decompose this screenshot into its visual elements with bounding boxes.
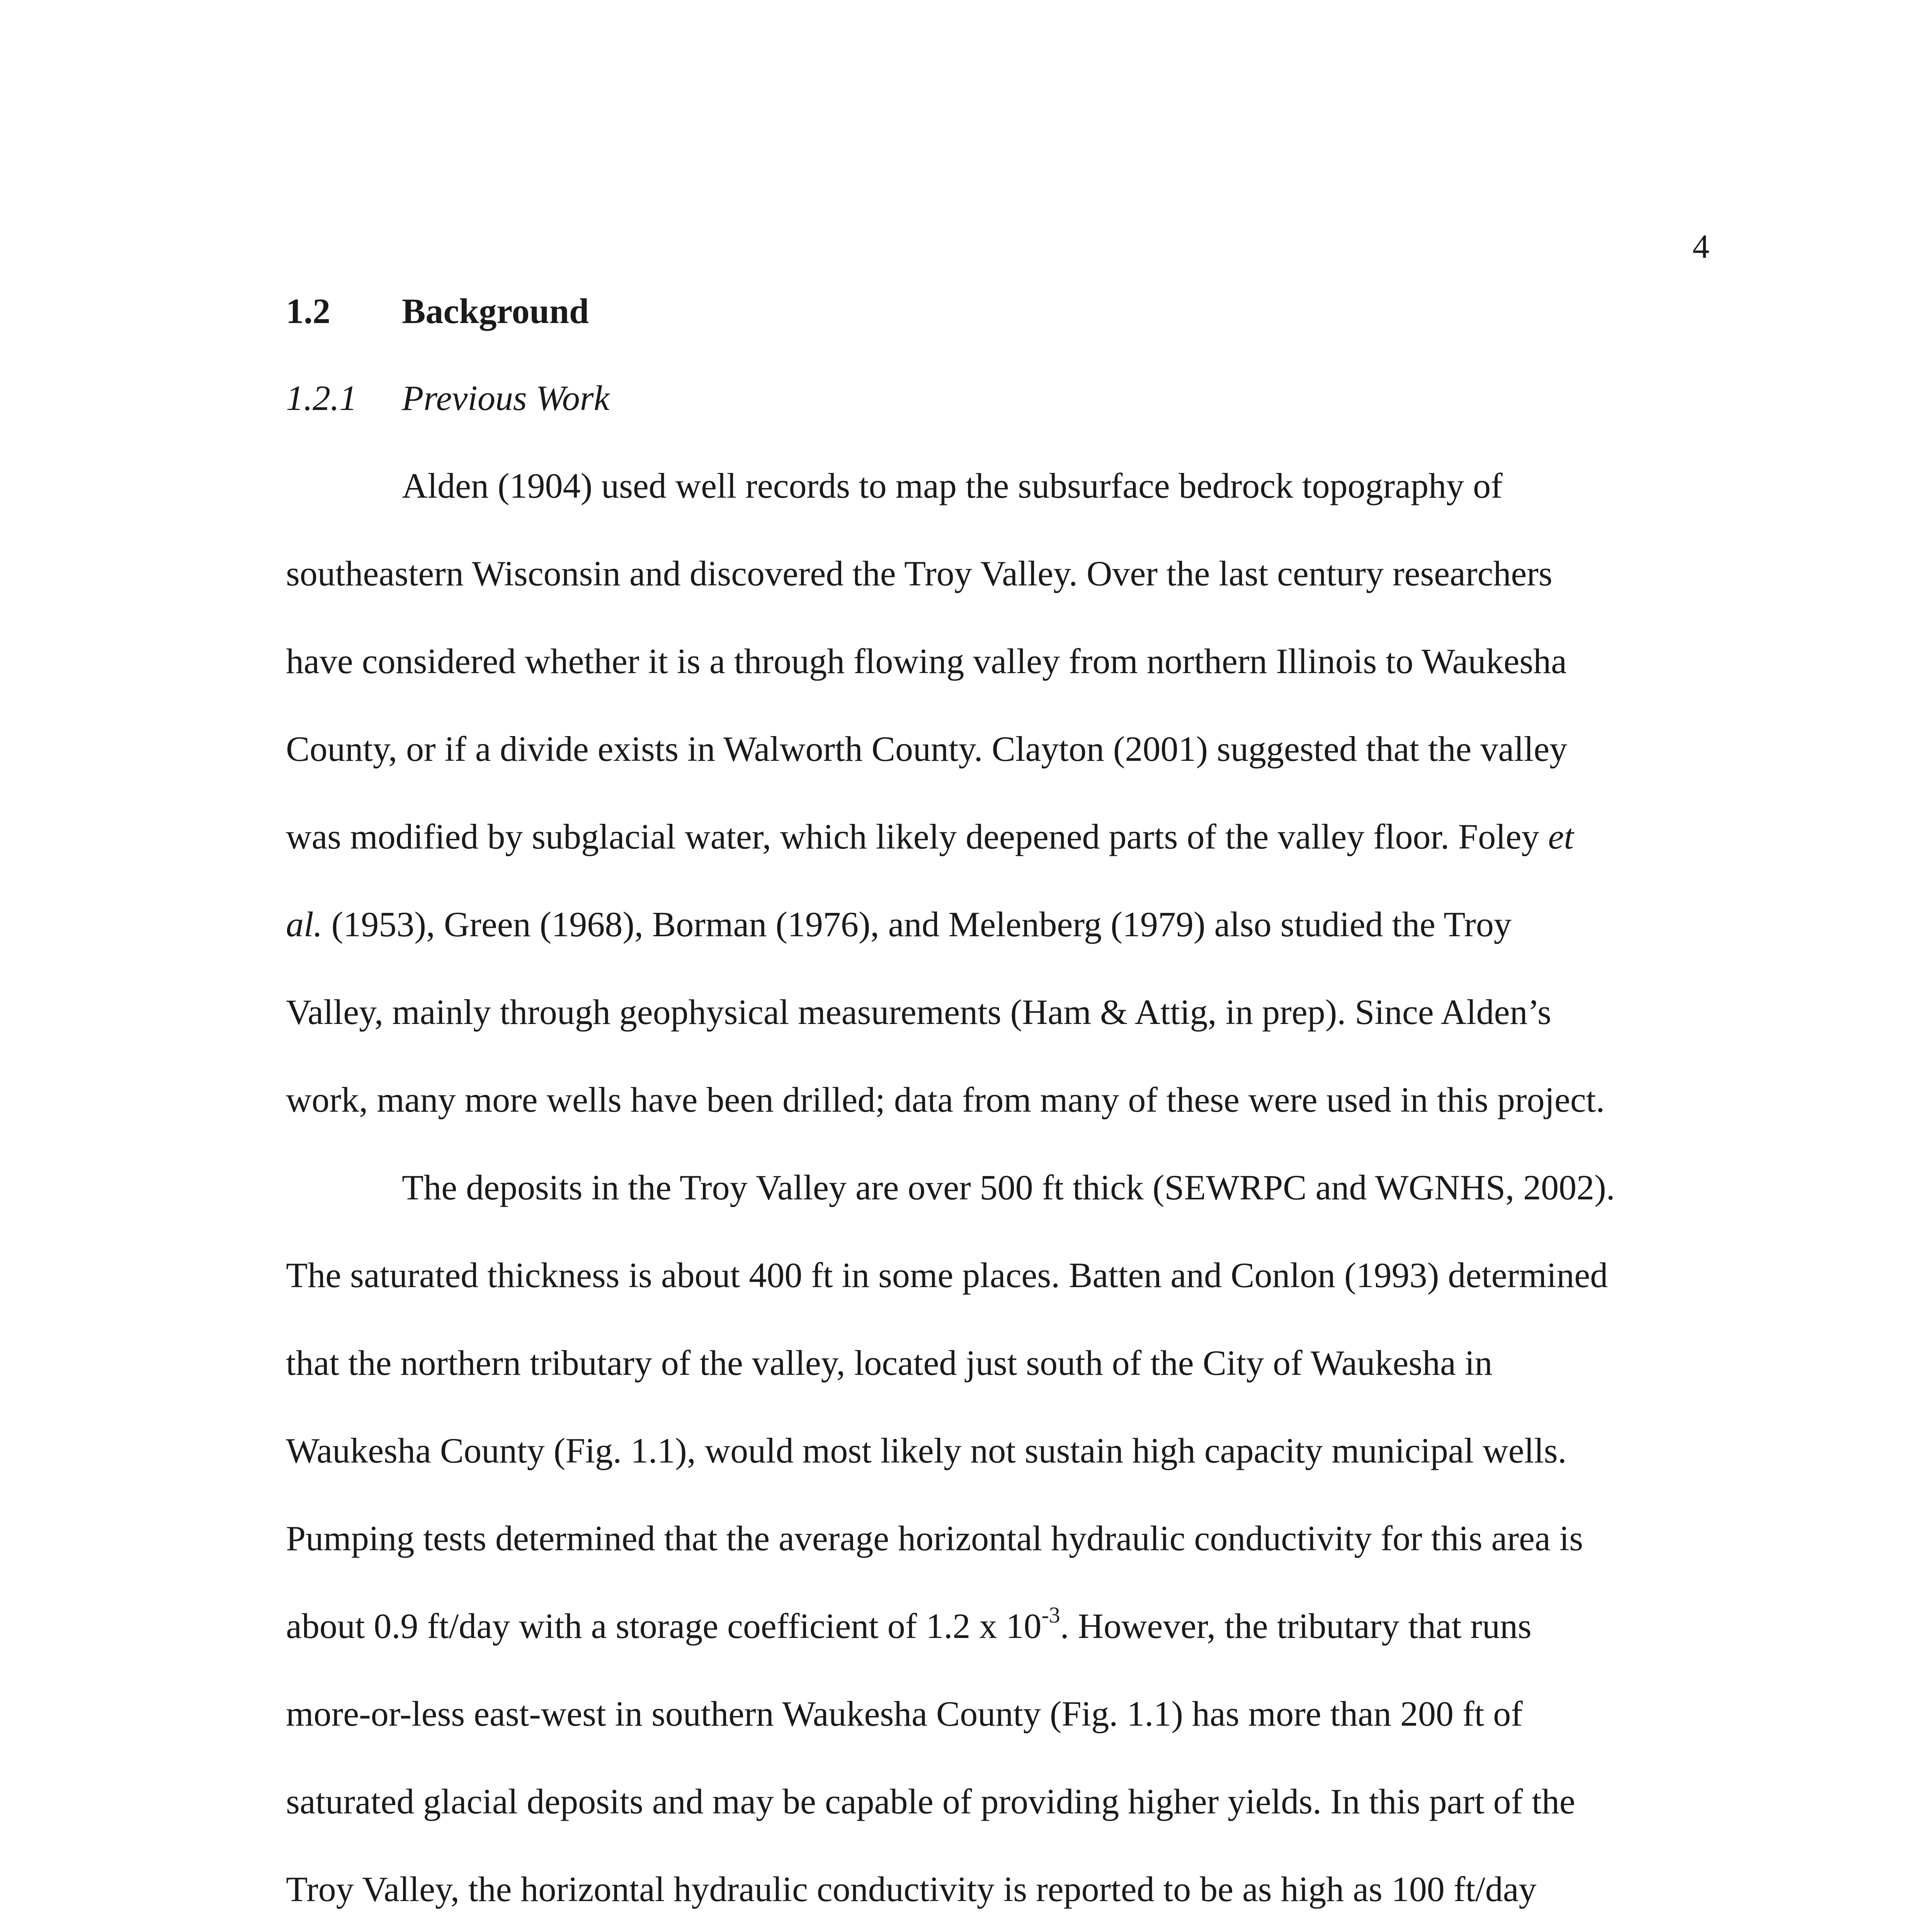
page-number: 4 (1692, 228, 1709, 265)
subsection-heading (286, 375, 1731, 421)
text-line: that the northern tributary of the valley, located just south of the City of Waukesha in (286, 1343, 1493, 1383)
text-line: work, many more wells have been drilled; data from many of these were used in this project. (286, 1080, 1605, 1119)
section-number: 1.2 (286, 291, 330, 331)
text-line: more-or-less east-west in southern Waukesha County (Fig. 1.1) has more than 200 ft of (286, 1694, 1523, 1733)
text-run: about 0.9 ft/day with a storage coefficient of 1.2 x 10 (286, 1606, 1042, 1646)
text-line: Troy Valley, the horizontal hydraulic conductivity is reported to be as high as 100 ft/day (286, 1869, 1537, 1909)
text-line: have considered whether it is a through flowing valley from northern Illinois to Waukesha (286, 641, 1567, 681)
text-line: Waukesha County (Fig. 1.1), would most likely not sustain high capacity municipal wells. (286, 1431, 1567, 1470)
text-line: The deposits in the Troy Valley are over 500 ft thick (SEWRPC and WGNHS, 2002). (402, 1168, 1615, 1207)
page-content (286, 288, 1731, 1932)
text-line: County, or if a divide exists in Walworth County. Clayton (2001) suggested that the valley (286, 729, 1568, 769)
text-line (286, 813, 1731, 901)
text-line: southeastern Wisconsin and discovered the Troy Valley. Over the last century researchers (286, 554, 1553, 593)
text-line (286, 901, 1731, 989)
subsection-title: Previous Work (402, 378, 610, 418)
superscript: -3 (1041, 1602, 1060, 1628)
text-run-italic: al. (286, 905, 323, 944)
section-heading (286, 288, 1731, 334)
text-run: . However, the tributary that runs (1060, 1606, 1532, 1646)
text-run: (1953), Green (1968), Borman (1976), and Melenberg (1979) also studied the Troy (322, 905, 1512, 944)
text-line: Valley, mainly through geophysical measurements (Ham & Attig, in prep). Since Alden’s (286, 992, 1551, 1032)
subsection-number: 1.2.1 (286, 378, 357, 418)
body-text (286, 463, 1731, 1932)
text-line: Pumping tests determined that the average horizontal hydraulic conductivity for this area is (286, 1519, 1583, 1558)
text-line: The saturated thickness is about 400 ft in some places. Batten and Conlon (1993) determined (286, 1255, 1608, 1295)
section-title: Background (402, 291, 589, 331)
text-run: was modified by subglacial water, which likely deepened parts of the valley floor. Foley (286, 817, 1548, 856)
text-line: saturated glacial deposits and may be capable of providing higher yields. In this part of the (286, 1782, 1575, 1821)
text-run-italic: et (1548, 817, 1574, 856)
text-line: Alden (1904) used well records to map the subsurface bedrock topography of (402, 466, 1503, 505)
text-line (286, 1603, 1731, 1690)
